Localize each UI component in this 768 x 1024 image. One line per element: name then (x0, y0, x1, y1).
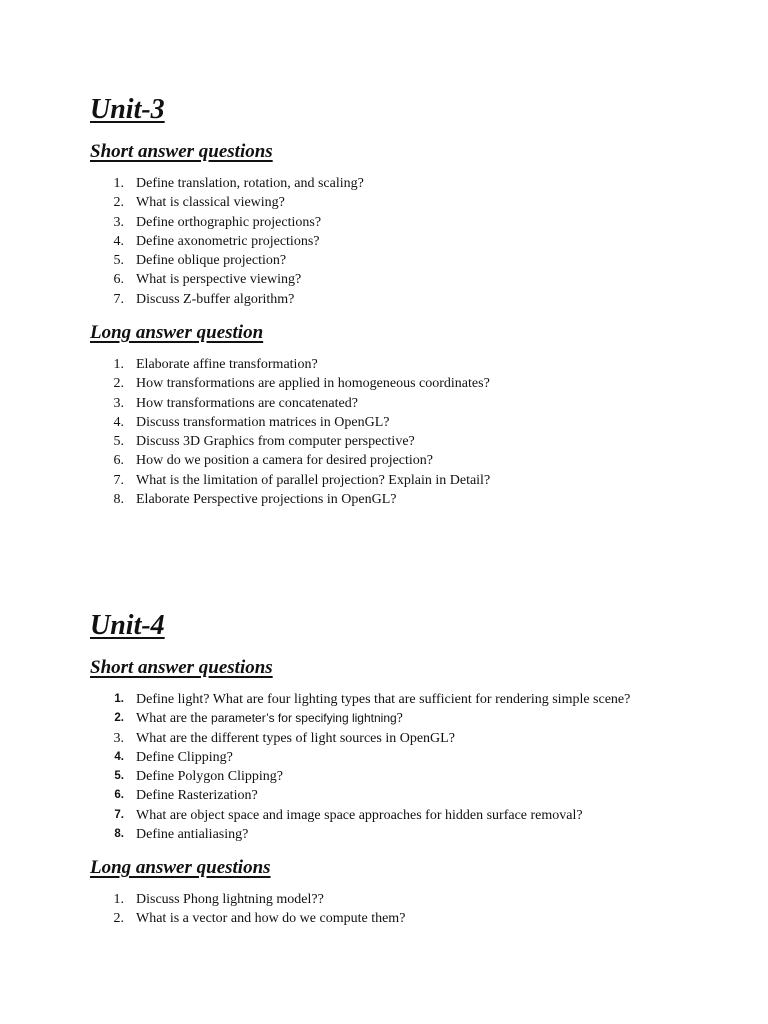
question-text: Elaborate affine transformation? (136, 357, 318, 372)
short-answer-heading: Short answer questions (90, 141, 273, 162)
question-text: Define Rasterization? (136, 788, 258, 804)
question-text: What is the limitation of parallel projection? Explain in Detail? (136, 472, 491, 488)
item-number: 8. (113, 492, 124, 508)
question-text (136, 709, 403, 728)
item-number: 6. (113, 453, 124, 469)
long-answer-heading: Long answer question (90, 322, 264, 343)
item-number: 5. (113, 434, 124, 450)
long-answer-heading: Long answer questions (90, 857, 271, 878)
question-text: Define translation, rotation, and scaling? (136, 176, 364, 191)
item-number: 5. (113, 253, 124, 269)
question-text: Discuss transformation matrices in OpenGL? (136, 414, 390, 430)
question-text: Discuss Phong lightning model?? (136, 892, 324, 907)
question-text: Define Polygon Clipping? (136, 769, 283, 785)
item-number: 7. (114, 808, 124, 821)
item-number: 6. (113, 272, 124, 288)
item-number: 5. (114, 770, 124, 783)
question-text: What are object space and image space approaches for hidden surface removal? (136, 807, 583, 823)
question-text: How do we position a camera for desired projection? (136, 453, 434, 469)
item-number: 8. (114, 828, 124, 841)
item-number: 1. (113, 357, 124, 372)
question-text: What are the different types of light sources in OpenGL? (136, 730, 455, 746)
question-text: What is a vector and how do we compute them? (136, 911, 406, 927)
item-number: 2. (113, 911, 124, 927)
question-text: Define Clipping? (136, 749, 233, 765)
question-text: Define oblique projection? (136, 253, 287, 269)
item-number: 3. (113, 395, 124, 411)
question-text: What is classical viewing? (136, 195, 285, 211)
item-number: 2. (113, 195, 124, 211)
question-text: Define orthographic projections? (136, 214, 322, 230)
item-number: 2. (113, 376, 124, 392)
item-number: 3. (113, 730, 124, 746)
item-number: 7. (113, 291, 124, 307)
item-number: 1. (114, 693, 124, 705)
question-text: Define antialiasing? (136, 827, 249, 843)
question-text: Elaborate Perspective projections in OpenGL? (136, 492, 397, 508)
question-text: Discuss 3D Graphics from computer perspective? (136, 434, 415, 450)
item-number: 1. (113, 176, 124, 191)
item-number: 4. (114, 750, 124, 763)
question-text-part: ? (396, 711, 403, 727)
item-number: 2. (114, 712, 124, 725)
item-number: 1. (113, 892, 124, 907)
item-number: 4. (113, 414, 124, 430)
question-text: How transformations are applied in homogeneous coordinates? (136, 376, 490, 392)
question-text: Define axonometric projections? (136, 233, 320, 249)
question-text: Discuss Z-buffer algorithm? (136, 291, 295, 307)
short-answer-heading: Short answer questions (90, 657, 273, 678)
unit-title: Unit-4 (90, 610, 165, 641)
question-text: How transformations are concatenated? (136, 395, 358, 411)
question-text-part: parameter’s for specifying lightning (211, 711, 397, 726)
question-text: What is perspective viewing? (136, 272, 302, 288)
item-number: 4. (113, 233, 124, 249)
unit-title: Unit-3 (90, 94, 165, 125)
item-number: 6. (114, 789, 124, 802)
item-number: 7. (113, 472, 124, 488)
question-text-part: What are the (136, 711, 212, 727)
question-text: Define light? What are four lighting types that are sufficient for rendering simple scene? (136, 692, 631, 707)
item-number: 3. (113, 214, 124, 230)
